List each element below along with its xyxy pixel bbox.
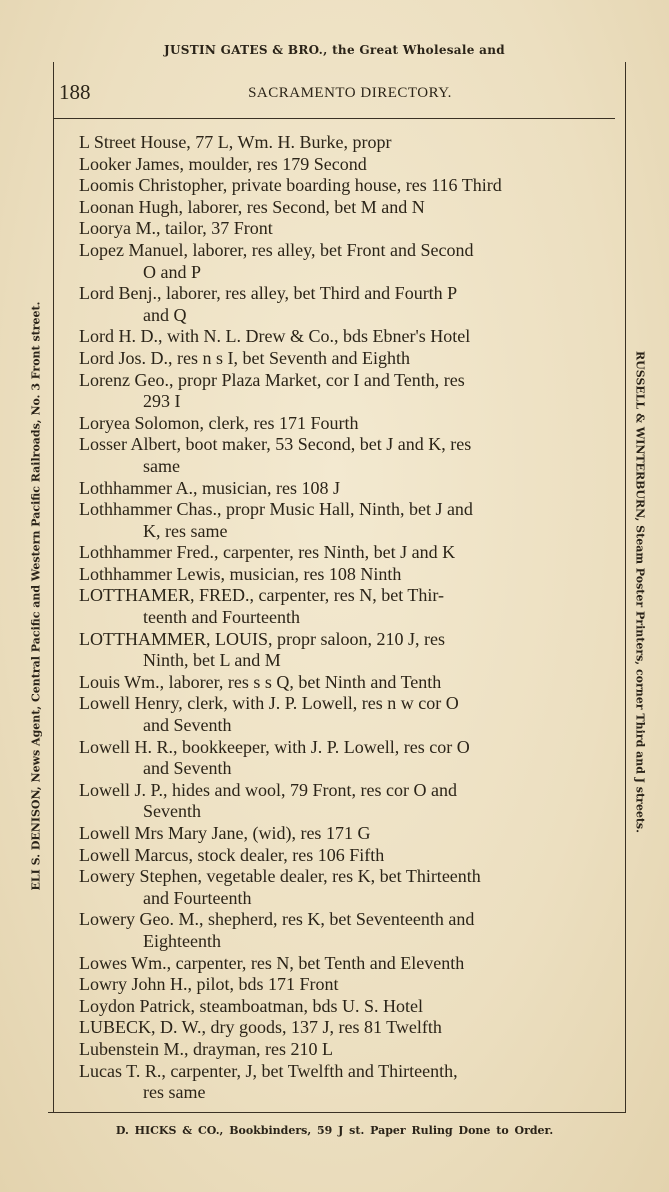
entry-text: Lowes Wm., carpenter, res N, bet Tenth and Eleventh [79,952,465,973]
directory-entry [79,1061,601,1104]
entry-text: Loorya M., tailor, 37 Front [79,218,273,239]
right-border-line [625,62,626,1112]
entry-continuation: Eighteenth [143,930,221,951]
directory-entry [79,434,601,477]
entry-text: Lowery Geo. M., shepherd, res K, bet Seventeenth and [79,909,475,930]
entry-text: Lothhammer Fred., carpenter, res Ninth, bet J and K [79,542,456,563]
entry-text: Lowery Stephen, vegetable dealer, res K, bet Thirteenth [79,866,481,887]
entry-text: Loryea Solomon, clerk, res 171 Fourth [79,412,359,433]
directory-entry [79,780,601,823]
entry-text: LOTTHAMMER, LOUIS, propr saloon, 210 J, res [79,628,445,649]
page-title: SACRAMENTO DIRECTORY. [248,85,452,101]
entry-continuation: same [143,455,180,476]
directory-entry [79,996,601,1018]
entry-text: Lothhammer Chas., propr Music Hall, Ninth, bet J and [79,499,473,520]
directory-entry [79,413,601,435]
directory-entry [79,823,601,845]
entry-continuation: and Seventh [143,715,232,736]
entry-text: Loonan Hugh, laborer, res Second, bet M and N [79,196,425,217]
directory-entry [79,693,601,736]
top-advertisement: JUSTIN GATES & BRO., the Great Wholesale and [164,43,505,57]
directory-entry [79,542,601,564]
entry-text: LUBECK, D. W., dry goods, 137 J, res 81 Twelfth [79,1017,442,1038]
entry-text: Lothhammer Lewis, musician, res 108 Ninth [79,563,402,584]
entry-text: Loydon Patrick, steamboatman, bds U. S. Hotel [79,995,423,1016]
directory-entry [79,737,601,780]
directory-entry [79,283,601,326]
entry-continuation: O and P [143,261,201,282]
directory-entry [79,175,601,197]
entry-text: Lothhammer A., musician, res 108 J [79,477,340,498]
entry-text: Lorenz Geo., propr Plaza Market, cor I and Tenth, res [79,369,465,390]
entry-text: Lopez Manuel, laborer, res alley, bet Front and Second [79,239,474,260]
directory-entry [79,1039,601,1061]
entry-text: Lucas T. R., carpenter, J, bet Twelfth and Thirteenth, [79,1060,458,1081]
entry-text: LOTTHAMER, FRED., carpenter, res N, bet Thir- [79,585,445,606]
entry-text: Lowell H. R., bookkeeper, with J. P. Lowell, res cor O [79,736,470,757]
entry-continuation: Ninth, bet L and M [143,650,281,671]
entry-continuation: and Q [143,304,187,325]
directory-entry [79,326,601,348]
left-margin-advertisement: ELI S. DENISON, News Agent, Central Pacific and Western Pacific Railroads, No. 3 Front street. [29,301,43,891]
directory-entry [79,348,601,370]
entry-continuation: 293 I [143,391,181,412]
entry-text: Losser Albert, boot maker, 53 Second, bet J and K, res [79,434,472,455]
entry-continuation: res same [143,1082,206,1103]
directory-entry [79,1017,601,1039]
directory-entry [79,370,601,413]
entry-text: Lowell Henry, clerk, with J. P. Lowell, res n w cor O [79,693,459,714]
entry-continuation: teenth and Fourteenth [143,607,300,628]
entry-text: Lord Jos. D., res n s I, bet Seventh and Eighth [79,347,410,368]
footer-rule [48,1112,626,1113]
entry-text: Lord H. D., with N. L. Drew & Co., bds Ebner's Hotel [79,326,471,347]
entry-continuation: Seventh [143,801,201,822]
entry-text: Lowry John H., pilot, bds 171 Front [79,974,339,995]
directory-entries [79,132,601,1104]
directory-entry [79,953,601,975]
entry-text: Lowell J. P., hides and wool, 79 Front, res cor O and [79,779,457,800]
directory-entry [79,240,601,283]
entry-text: Lowell Mrs Mary Jane, (wid), res 171 G [79,823,371,843]
directory-entry [79,154,601,176]
directory-entry [79,974,601,996]
entry-text: Lubenstein M., drayman, res 210 L [79,1038,333,1059]
directory-entry [79,845,601,867]
entry-text: L Street House, 77 L, Wm. H. Burke, propr [79,132,392,152]
directory-entry [79,197,601,219]
page-number: 188 [59,80,91,104]
directory-entry [79,629,601,672]
entry-text: Looker James, moulder, res 179 Second [79,153,367,174]
bottom-advertisement: D. HICKS & CO., Bookbinders, 59 J st. Paper Ruling Done to Order. [115,1124,554,1137]
directory-entry [79,672,601,694]
directory-entry [79,866,601,909]
right-margin-advertisement: RUSSELL & WINTERBURN, Steam Poster Printers, corner Third and J streets. [633,351,647,833]
entry-text: Lowell Marcus, stock dealer, res 106 Fifth [79,844,385,865]
entry-continuation: and Fourteenth [143,887,252,908]
header-rule [53,118,615,119]
directory-entry [79,478,601,500]
entry-continuation: K, res same [143,520,228,541]
directory-entry [79,499,601,542]
directory-entry [79,564,601,586]
directory-entry [79,218,601,240]
directory-entry [79,585,601,628]
directory-entry [79,132,601,154]
directory-entry [79,909,601,952]
entry-text: Louis Wm., laborer, res s s Q, bet Ninth and Tenth [79,671,442,692]
entry-text: Lord Benj., laborer, res alley, bet Third and Fourth P [79,283,458,304]
entry-text: Loomis Christopher, private boarding house, res 116 Third [79,175,502,196]
left-border-line [53,62,54,1112]
entry-continuation: and Seventh [143,758,232,779]
